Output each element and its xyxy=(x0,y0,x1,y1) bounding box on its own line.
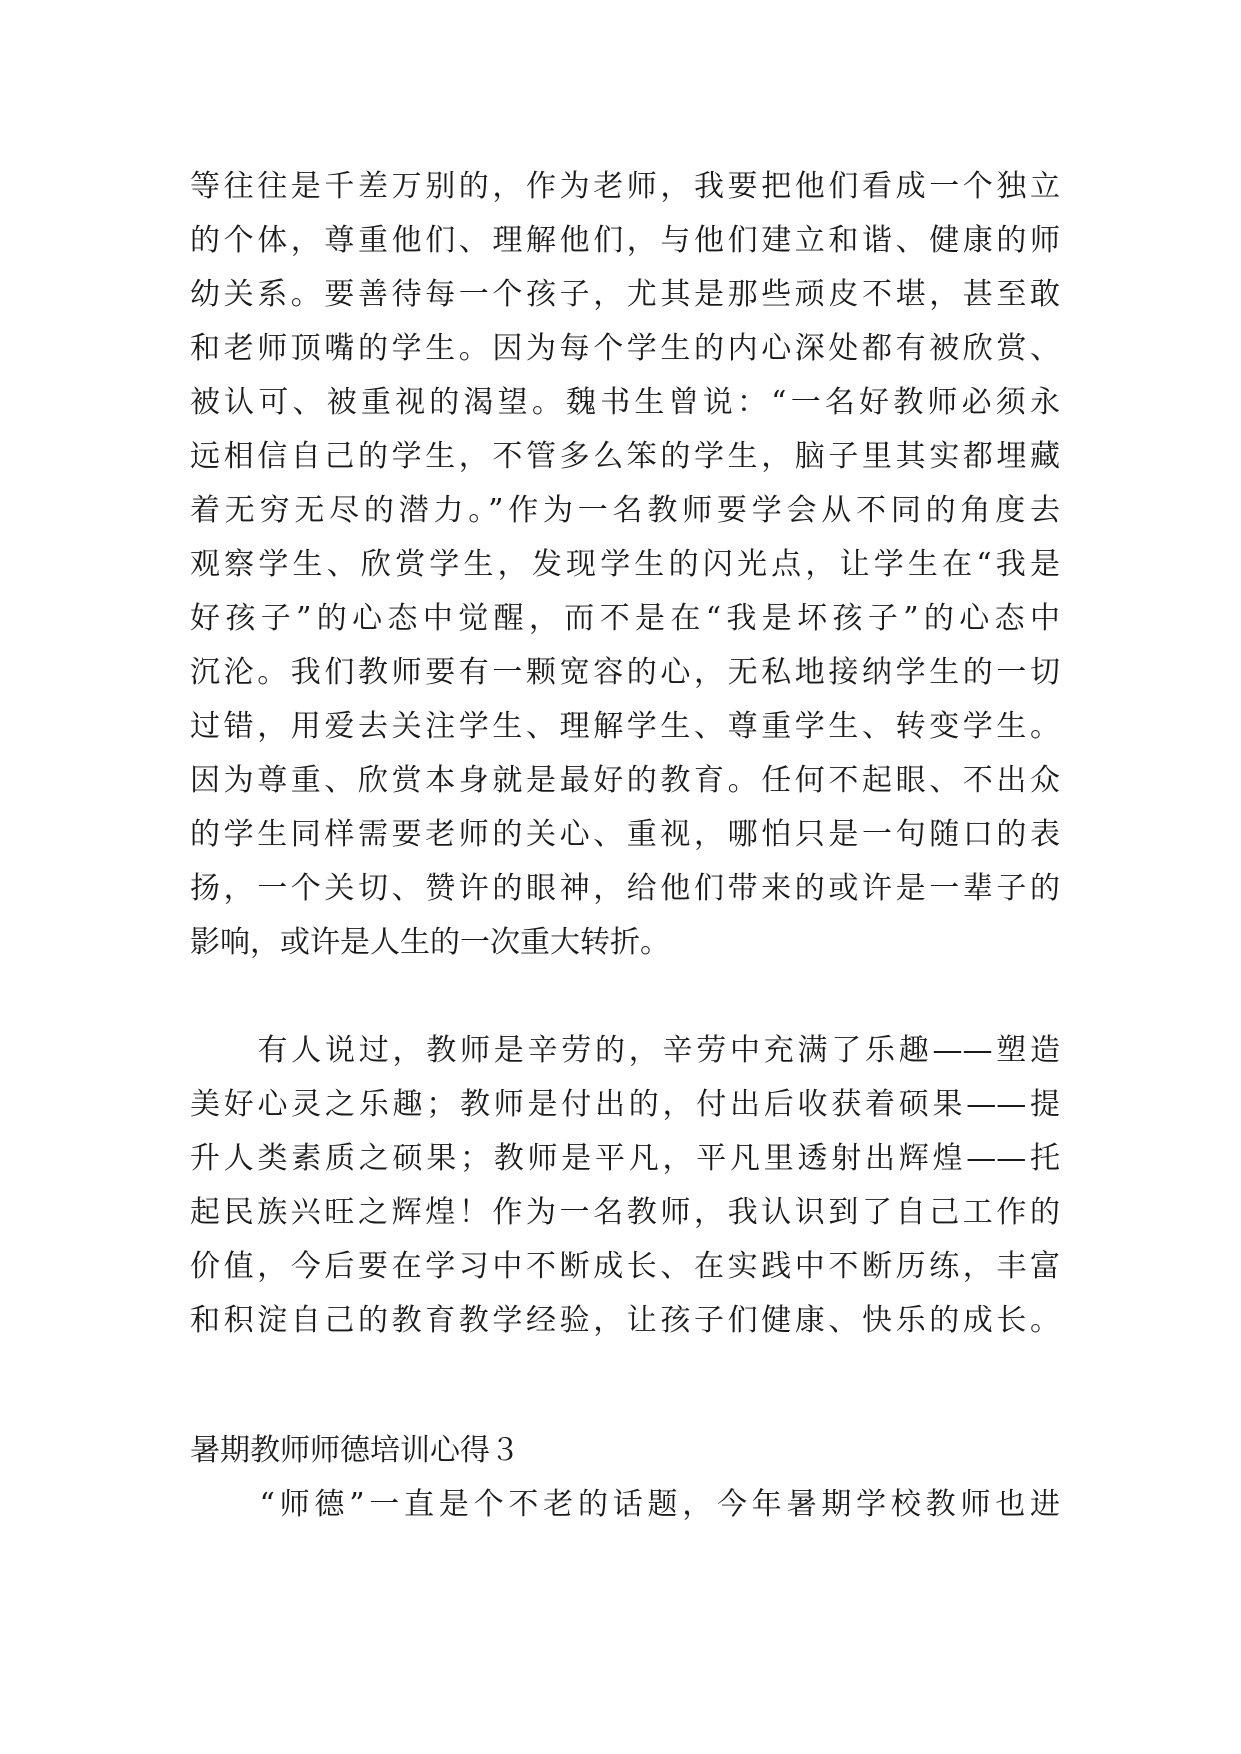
paragraph-3 xyxy=(190,1478,1060,1532)
paragraph-line: 观察学生、欣赏学生，发现学生的闪光点，让学生在“我是 xyxy=(190,547,1060,582)
paragraph-line: 等往往是千差万别的，作为老师，我要把他们看成一个独立 xyxy=(190,169,1060,204)
paragraph-line: 美好心灵之乐趣；教师是付出的，付出后收获着硕果——提 xyxy=(190,1087,1060,1122)
paragraph-line: 的个体，尊重他们、理解他们，与他们建立和谐、健康的师 xyxy=(190,223,1060,258)
paragraph-line: 因为尊重、欣赏本身就是最好的教育。任何不起眼、不出众 xyxy=(190,763,1060,798)
paragraph-line: “师德”一直是个不老的话题，今年暑期学校教师也进 xyxy=(190,1487,1060,1522)
section-heading-block xyxy=(190,1424,1060,1478)
paragraph-line: 着无穷无尽的潜力。”作为一名教师要学会从不同的角度去 xyxy=(190,493,1060,528)
paragraph-line: 起民族兴旺之辉煌！作为一名教师，我认识到了自己工作的 xyxy=(190,1195,1060,1230)
paragraph-line: 幼关系。要善待每一个孩子，尤其是那些顽皮不堪，甚至敢 xyxy=(190,277,1060,312)
paragraph-line: 和老师顶嘴的学生。因为每个学生的内心深处都有被欣赏、 xyxy=(190,331,1060,366)
section-heading: 暑期教师师德培训心得３ xyxy=(190,1433,520,1468)
paragraph-2 xyxy=(190,1024,1060,1348)
paragraph-line: 有人说过，教师是辛劳的，辛劳中充满了乐趣——塑造 xyxy=(190,1033,1060,1068)
paragraph-line: 价值，今后要在学习中不断成长、在实践中不断历练，丰富 xyxy=(190,1249,1060,1284)
paragraph-line: 过错，用爱去关注学生、理解学生、尊重学生、转变学生。 xyxy=(190,709,1060,744)
paragraph-line: 的学生同样需要老师的关心、重视，哪怕只是一句随口的表 xyxy=(190,817,1060,852)
paragraph-line: 升人类素质之硕果；教师是平凡，平凡里透射出辉煌——托 xyxy=(190,1141,1060,1176)
paragraph-line: 好孩子”的心态中觉醒，而不是在“我是坏孩子”的心态中 xyxy=(190,601,1060,636)
paragraph-1 xyxy=(190,160,1060,970)
paragraph-line: 被认可、被重视的渴望。魏书生曾说：“一名好教师必须永 xyxy=(190,385,1060,420)
paragraph-line: 和积淀自己的教育教学经验，让孩子们健康、快乐的成长。 xyxy=(190,1303,1060,1338)
paragraph-line: 沉沦。我们教师要有一颗宽容的心，无私地接纳学生的一切 xyxy=(190,655,1060,690)
paragraph-line: 远相信自己的学生，不管多么笨的学生，脑子里其实都埋藏 xyxy=(190,439,1060,474)
paragraph-line: 影响，或许是人生的一次重大转折。 xyxy=(190,925,670,960)
paragraph-line: 扬，一个关切、赞许的眼神，给他们带来的或许是一辈子的 xyxy=(190,871,1060,906)
